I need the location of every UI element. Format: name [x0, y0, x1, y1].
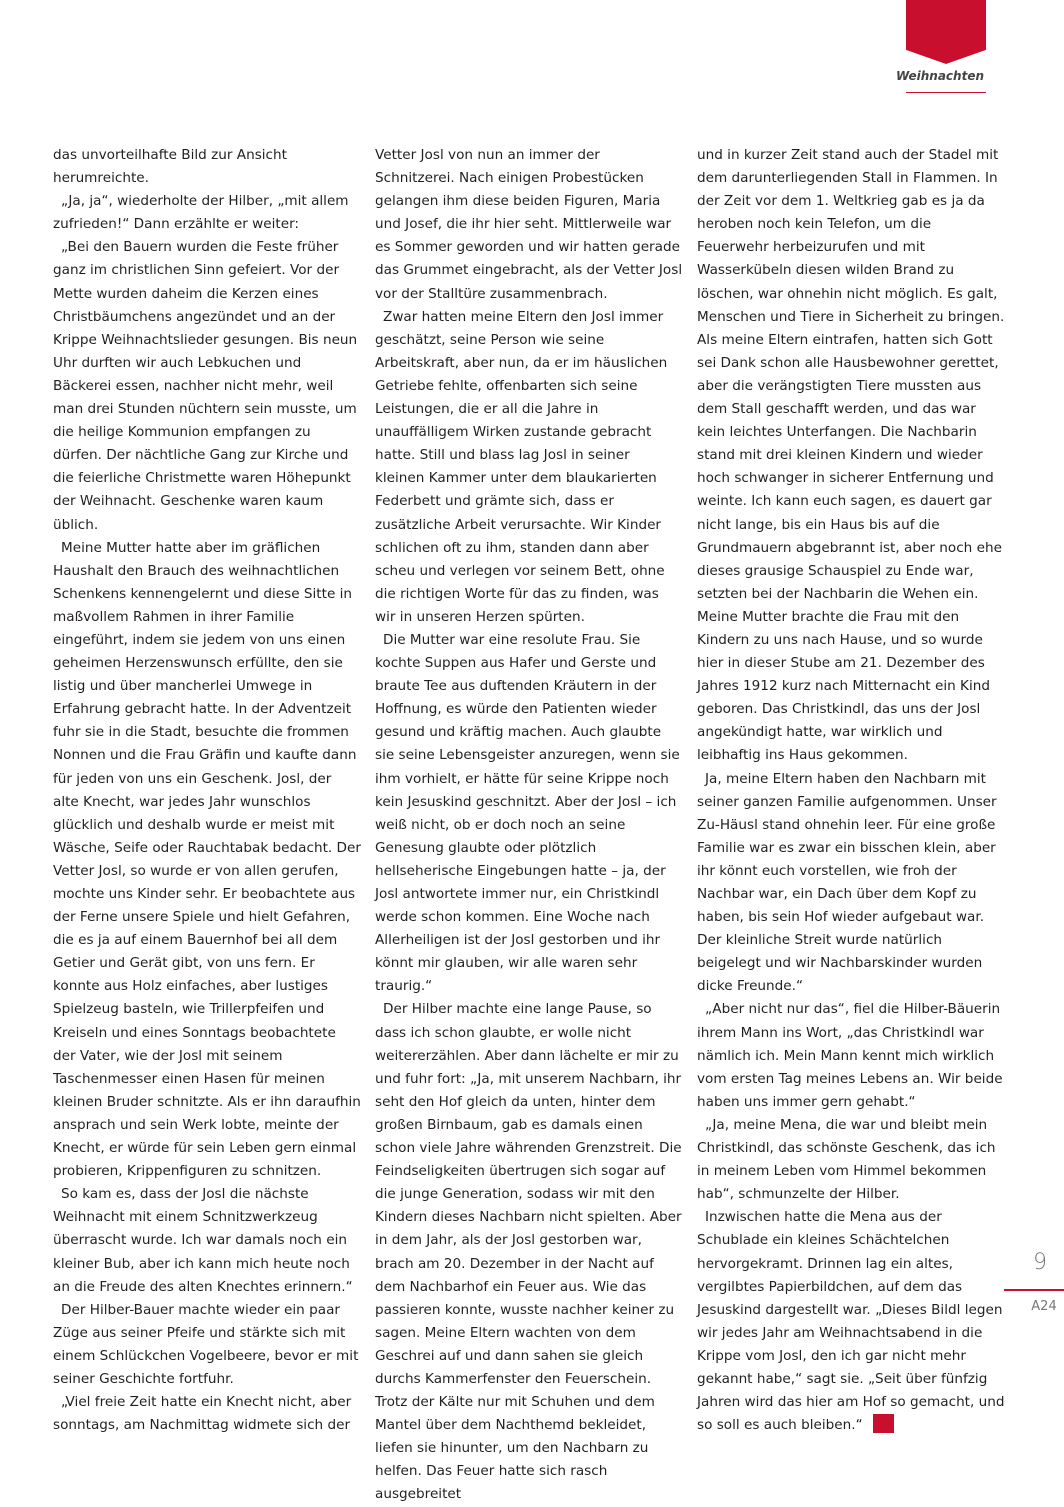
paragraph: Der Hilber-Bauer machte wieder ein paar Züge aus seiner Pfeife und stärkte sich mit einem Schlückchen Vogelbeere, bevor er mit seiner Geschichte fortfuhr.	[53, 1301, 359, 1387]
paragraph: „Ja, ja“, wiederholte der Hilber, „mit allem zufrieden!“ Dann erzählte er weiter:	[53, 193, 349, 233]
section-tab-marker	[906, 0, 986, 64]
page-number-rule	[1004, 1289, 1064, 1291]
paragraph: Zwar hatten meine Eltern den Josl immer geschätzt, seine Person wie seine Arbeitskraft, aber nun, da er im häuslichen Getriebe fehlte, offenbarten sich seine Leistungen, die er all die Jahre in unauffälligem Wirken zustande gebracht hatte. Still und blass lag Josl in seiner kleinen Kammer unter dem blaukarierten Federbett und grämte sich, dass er zusätzliche Arbeit verursachte. Wir Kinder schlichen oft zu ihm, standen dann aber scheu und verlegen vor seinem Bett, ohne die richtigen Worte für das zu finden, was wir in unseren Herzen spürten.	[375, 308, 668, 625]
paragraph: „Aber nicht nur das“, fiel die Hilber-Bäuerin ihrem Mann ins Wort, „das Christkindl war nämlich ich. Mein Mann kennt mich wirklich vom ersten Tag meines Lebens an. Wir beide haben uns immer gern gehabt.“	[697, 1001, 1003, 1110]
article-end-mark	[873, 1414, 894, 1433]
page-number: 9	[1033, 1250, 1047, 1275]
article-column-1	[53, 144, 361, 1437]
paragraph: „Bei den Bauern wurden die Feste früher ganz im christlichen Sinn gefeiert. Vor der Mette wurden daheim die Kerzen eines Christbäumchens angezündet und an der Krippe Weihnachtslieder gesungen. Bis neun Uhr durften wir auch Lebkuchen und Bäckerei essen, nachher nicht mehr, weil man drei Stunden nüchtern sein musste, um die heilige Kommunion empfangen zu dürfen. Der nächtliche Gang zur Kirche und die feierliche Christmette waren Höhepunkt der Weihnacht. Geschenke waren kaum üblich.	[53, 239, 358, 533]
paragraph: Die Mutter war eine resolute Frau. Sie kochte Suppen aus Hafer und Gerste und braute Tee aus duftenden Kräutern in der Hoffnung, es würde den Patienten wieder gesund und kräftig machen. Auch glaubte sie seine Lebensgeister anzuregen, wenn sie ihm vorhielt, er hätte für seine Krippe noch kein Jesuskind geschnitzt. Aber der Josl – ich weiß nicht, ob er doch noch an seine Genesung glaubte oder plötzlich hellseherische Eingebungen hatte – ja, der Josl antwortete immer nur, ein Christkindl werde schon kommen. Eine Woche nach Allerheiligen ist der Josl gestorben und ihr könnt mir glauben, wir alle waren sehr traurig.“	[375, 631, 680, 995]
paragraph: das unvorteilhafte Bild zur Ansicht herumreichte.	[53, 147, 287, 187]
paragraph: Vetter Josl von nun an immer der Schnitzerei. Nach einigen Probestücken gelangen ihm diese beiden Figuren, Maria und Josef, die ihr hier seht. Mittlerweile war es Sommer geworden und wir hatten gerade das Grummet eingebracht, als der Vetter Josl vor der Stalltüre zusammenbrach.	[375, 147, 683, 302]
paragraph: „Viel freie Zeit hatte ein Knecht nicht, aber sonntags, am Nachmittag widmete sich der	[53, 1394, 352, 1434]
paragraph-text: Inzwischen hatte die Mena aus der Schublade ein kleines Schächtelchen hervorgekramt. Drinnen lag ein altes, vergilbtes Papierbildchen, auf dem das Jesuskind dargestellt war. „Dieses Bildl legen wir jedes Jahr am Weihnachtsabend in die Krippe vom Josl, den ich gar nicht mehr gekannt habe,“ sagt sie. „Seit über fünfzig Jahren wird das hier am Hof so gemacht, und so soll es auch bleiben.“	[697, 1209, 1005, 1434]
header-rule	[906, 92, 986, 93]
paragraph: Meine Mutter hatte aber im gräflichen Haushalt den Brauch des weihnachtlichen Schenkens kennengelernt und diese Sitte in maßvollem Rahmen in ihrer Familie eingeführt, indem sie jedem von uns einen geheimen Herzenswunsch erfüllte, den sie listig und über mancherlei Umwege in Erfahrung gebracht hatte. In der Adventzeit fuhr sie in die Stadt, besuchte die frommen Nonnen und die Frau Gräfin und kaufte dann für jeden von uns ein Geschenk. Josl, der alte Knecht, war jedes Jahr wunschlos glücklich und deshalb wurde er meist mit Wäsche, Seife oder Rauchtabak bedacht. Der Vetter Josl, so wurde er von allen gerufen, mochte uns Kinder sehr. Er beobachtete aus der Ferne unsere Spiele und hielt Gefahren, die es ja auf einem Bauernhof bei all dem Getier und Gerät gibt, von uns fern. Er konnte aus Holz einfaches, aber lustiges Spielzeug basteln, wie Trillerpfeifen und Kreiseln und eines Sonntags beobachtete der Vater, wie der Josl mit seinem Taschenmesser einen Hasen für meinen kleinen Bruder schnitzte. Als er ihn daraufhin ansprach und sein Werk lobte, meinte der Knecht, er würde für sein Leben gern einmal probieren, Krippenfiguren zu schnitzen.	[53, 539, 361, 1180]
paragraph: Ja, meine Eltern haben den Nachbarn mit seiner ganzen Familie aufgenommen. Unser Zu-Häusl stand ohnehin leer. Für eine große Familie war es zwar ein bisschen klein, aber ihr könnt euch vorstellen, wie froh der Nachbar war, ein Dach über dem Kopf zu haben, bis sein Hof wieder aufgebaut war. Der kleinliche Streit wurde natürlich beigelegt und wir Nachbarskinder wurden dicke Freunde.“	[697, 770, 997, 995]
paragraph: „Ja, meine Mena, die war und bleibt mein Christkindl, das schönste Geschenk, das ich in meinem Leben vom Himmel bekommen hab“, schmunzelte der Hilber.	[697, 1116, 996, 1203]
paragraph: Der Hilber machte eine lange Pause, so dass ich schon glaubte, er wolle nicht weitererzählen. Aber dann lächelte er mir zu und fuhr fort: „Ja, mit unserem Nachbarn, ihr seht den Hof gleich da unten, hinter dem großen Birnbaum, gab es damals einen schon viele Jahre währenden Grenzstreit. Die Feindseligkeiten übertrugen sich sogar auf die junge Generation, sodass wir mit den Kindern dieses Nachbarn nicht spielten. Aber in dem Jahr, als der Josl gestorben war, brach am 20. Dezember in der Nacht auf dem Nachbarhof ein Feuer aus. Wie das passieren konnte, wusste nachher keiner zu sagen. Meine Eltern wachten von dem Geschrei auf und dann sahen sie gleich durchs Kammerfenster den Feuerschein. Trotz der Kälte nur mit Schuhen und dem Mantel über dem Nachthemd bekleidet, liefen sie hinunter, um den Nachbarn zu helfen. Das Feuer hatte sich rasch ausgebreitet	[375, 1001, 682, 1503]
article-column-2	[375, 144, 683, 1507]
paragraph-last	[697, 1206, 1005, 1437]
section-label: Weihnachten	[896, 69, 984, 83]
paragraph: So kam es, dass der Josl die nächste Weihnacht mit einem Schnitzwerkzeug überrascht wurde. Ich war damals noch ein kleiner Bub, aber ich kann mich heute noch an die Freude des alten Knechtes erinnern.“	[53, 1186, 353, 1295]
issue-code: A24	[1031, 1299, 1057, 1314]
paragraph: und in kurzer Zeit stand auch der Stadel mit dem darunterliegenden Stall in Flammen. In der Zeit vor dem 1. Weltkrieg gab es ja da heroben noch kein Telefon, um die Feuerwehr herbeizurufen und mit Wasserkübeln diesen wilden Brand zu löschen, war ohnehin nicht möglich. Es galt, Menschen und Tiere in Sicherheit zu bringen. Als meine Eltern eintrafen, hatten sich Gott sei Dank schon alle Hausbewohner gerettet, aber die verängstigten Tiere mussten aus dem Stall geschafft werden, und das war kein leichtes Unterfangen. Die Nachbarin stand mit drei kleinen Kindern und wieder hoch schwanger in sicherer Entfernung und weinte. Ich kann euch sagen, es dauert gar nicht lange, bis ein Haus bis auf die Grundmauern abgebrannt ist, aber noch ehe dieses grausige Schauspiel zu Ende war, setzten bei der Nachbarin die Wehen ein. Meine Mutter brachte die Frau mit den Kindern zu uns nach Hause, und so wurde hier in dieser Stube am 21. Dezember des Jahres 1912 kurz nach Mitternacht ein Kind geboren. Das Christkindl, das uns der Josl angekündigt hatte, war wirklich und leibhaftig ins Haus gekommen.	[697, 147, 1005, 764]
article-column-3	[697, 144, 1005, 1437]
